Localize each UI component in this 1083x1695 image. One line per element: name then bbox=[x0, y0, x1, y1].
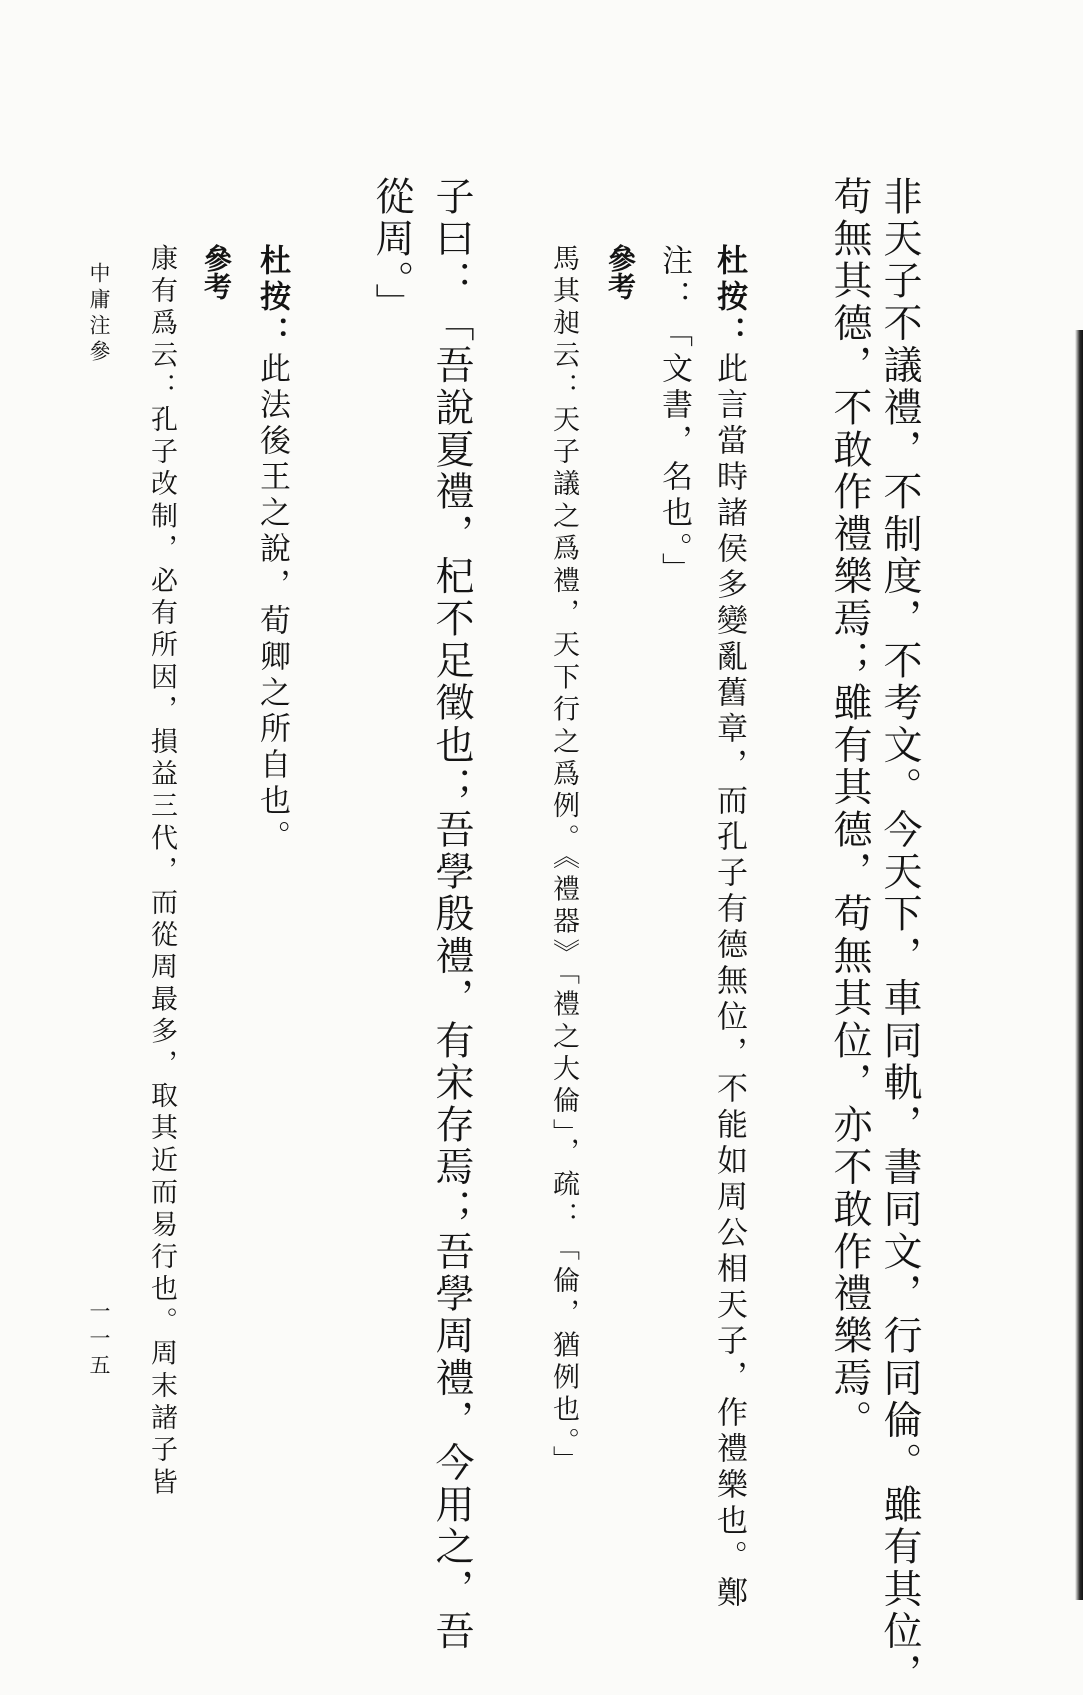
text-column-2: 苟無其德，不敢作禮樂焉；雖有其德，苟無其位，亦不敢作禮樂焉。 bbox=[827, 176, 872, 1442]
annotation-text: 此法後王之說，荀卿之所自也。 bbox=[254, 352, 290, 856]
annotation-label: 杜按： bbox=[254, 244, 290, 352]
annotation-column-3 bbox=[254, 244, 290, 856]
text-column-1: 非天子不議禮，不制度，不考文。今天下，車同軌，書同文，行同倫。雖有其位， bbox=[877, 176, 922, 1695]
page-edge-shadow bbox=[1075, 330, 1083, 1600]
text-column-3: 子曰：「吾說夏禮，杞不足徵也；吾學殷禮，有宋存焉；吾學周禮，今用之，吾 bbox=[429, 176, 474, 1653]
section-heading-reference-2: 參考 bbox=[200, 244, 233, 300]
page-number: 一一五 bbox=[87, 1300, 111, 1381]
running-title: 中庸注參 bbox=[87, 262, 111, 366]
reference-column-2: 康有爲云：孔子改制，必有所因，損益三代，而從周最多，取其近而易行也。周末諸子皆 bbox=[146, 244, 177, 1500]
annotation-column-2: 注：「文書，名也。」 bbox=[656, 244, 692, 589]
annotation-text: 此言當時諸侯多變亂舊章，而孔子有德無位，不能如周公相天子，作禮樂也。鄭 bbox=[711, 352, 747, 1612]
annotation-label: 杜按： bbox=[711, 244, 747, 352]
section-heading-reference: 參考 bbox=[604, 244, 637, 300]
text-column-4: 從周。」 bbox=[369, 176, 414, 326]
annotation-column-1 bbox=[711, 244, 747, 1612]
reference-column-1: 馬其昶云：天子議之爲禮，天下行之爲例。《禮器》「禮之大倫」，疏：「倫，猶例也。」 bbox=[548, 244, 579, 1478]
